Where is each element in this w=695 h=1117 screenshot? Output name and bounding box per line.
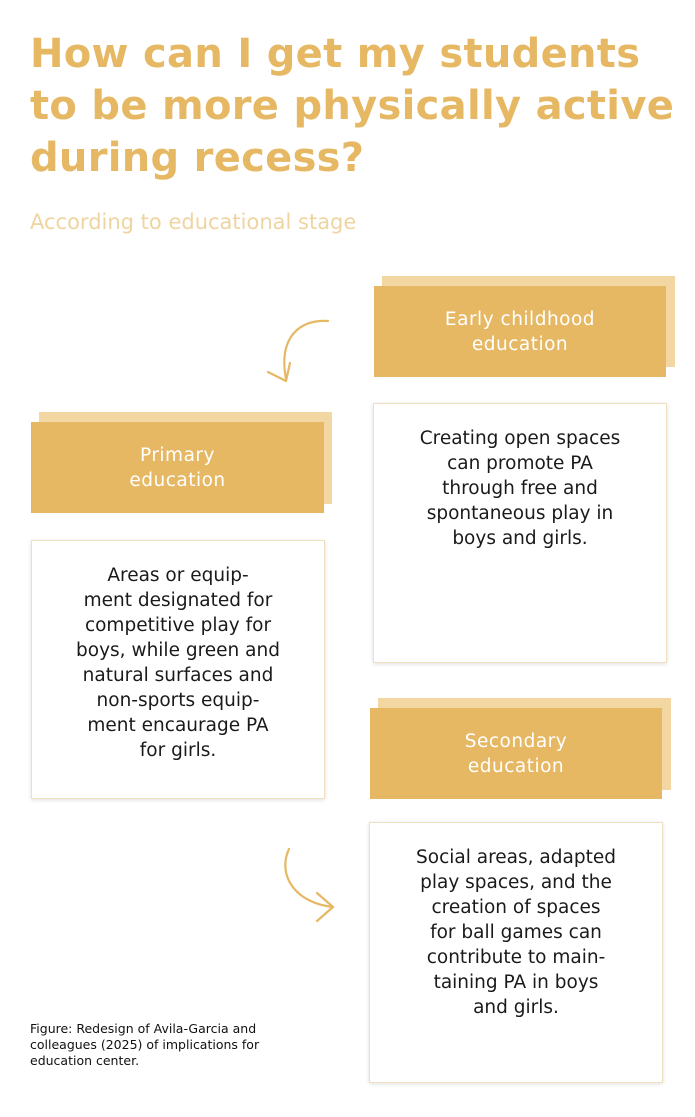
page-title: How can I get my students to be more physically active during recess?	[30, 31, 675, 181]
figure-caption: Figure: Redesign of Avila-Garcia and colleagues (2025) of implications for education center.	[30, 1021, 260, 1068]
page-subtitle: According to educational stage	[30, 210, 357, 234]
secondary-card: Social areas, adapted play spaces, and the creation of spaces for ball games can contribute to main- taining PA in boys and girls.	[369, 822, 663, 1083]
primary-card: Areas or equip- ment designated for competitive play for boys, while green and natural surfaces and non-sports equip- ment encaurage PA for girls.	[31, 540, 325, 799]
curved-arrow-icon	[260, 315, 340, 390]
early-childhood-tab: Early childhood education	[374, 286, 666, 377]
curved-arrow-icon	[275, 845, 355, 925]
early-childhood-card: Creating open spaces can promote PA through free and spontaneous play in boys and girls.	[373, 403, 667, 663]
secondary-tab: Secondary education	[370, 708, 662, 799]
primary-tab: Primary education	[31, 422, 324, 513]
